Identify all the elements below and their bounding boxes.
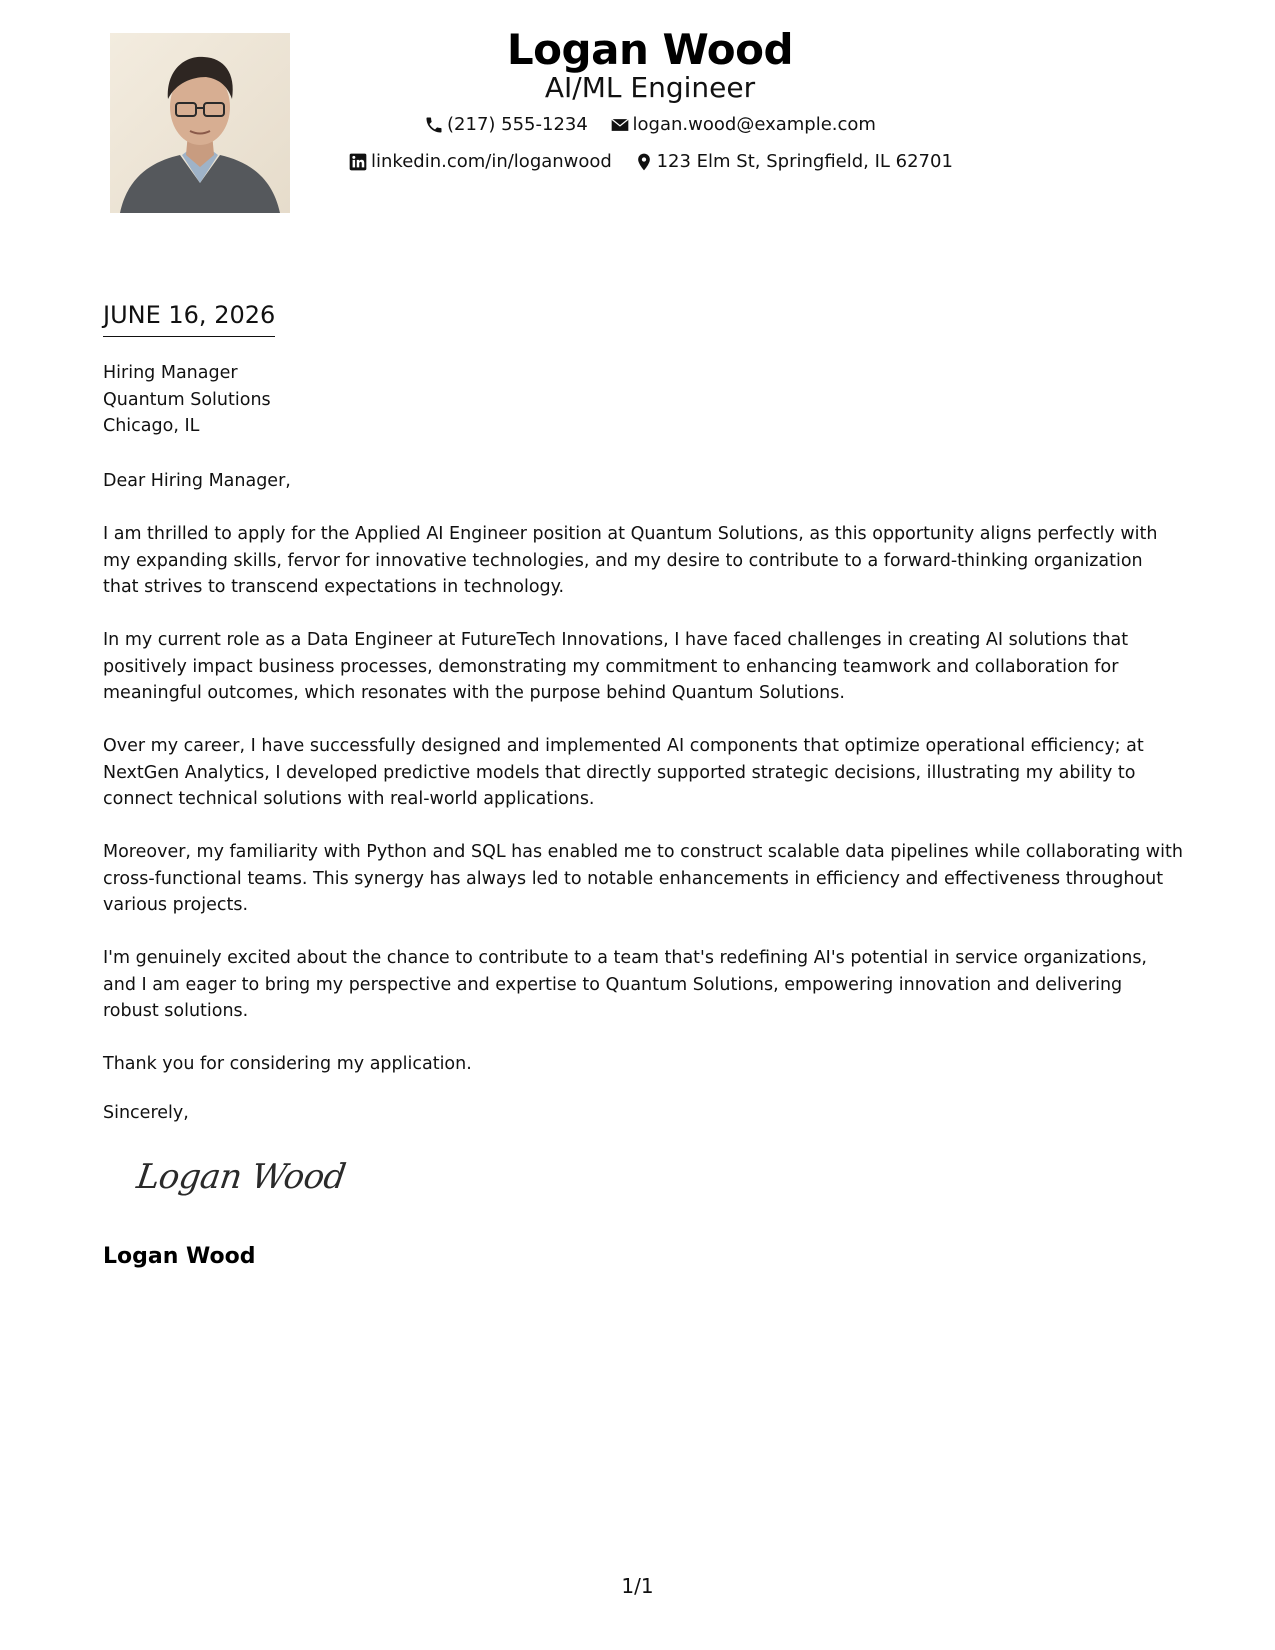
recipient-name: Hiring Manager bbox=[103, 363, 238, 383]
linkedin-text: linkedin.com/in/loganwood bbox=[371, 151, 612, 172]
address-contact bbox=[634, 150, 953, 174]
linkedin-contact[interactable] bbox=[348, 150, 612, 174]
salutation: Dear Hiring Manager, bbox=[103, 471, 291, 491]
letter-date: JUNE 16, 2026 bbox=[103, 300, 275, 337]
address-text: 123 Elm St, Springfield, IL 62701 bbox=[656, 151, 953, 172]
recipient-block bbox=[103, 360, 271, 440]
paragraph: Moreover, my familiarity with Python and SQL has enabled me to construct scalable data pipelines while collaborating with cross-functional teams. This synergy has always led to notable enhancements in efficiency and effectiveness throughout various projects. bbox=[103, 842, 1183, 915]
signed-name: Logan Wood bbox=[103, 1244, 256, 1269]
contact-row bbox=[340, 113, 960, 142]
envelope-icon bbox=[610, 115, 630, 135]
letter-body bbox=[103, 468, 1183, 1104]
profile-photo bbox=[110, 33, 290, 213]
phone-contact[interactable] bbox=[424, 113, 588, 137]
paragraph: Over my career, I have successfully designed and implemented AI components that optimize operational efficiency; at NextGen Analytics, I developed predictive models that directly supported strategic decisions, illustrating my ability to connect technical solutions with real-world applications. bbox=[103, 736, 1144, 809]
map-pin-icon bbox=[634, 152, 654, 172]
phone-text: (217) 555-1234 bbox=[447, 114, 588, 135]
email-contact[interactable] bbox=[610, 113, 876, 137]
paragraph: I'm genuinely excited about the chance to contribute to a team that's redefining AI's potential in service organizations, and I am eager to bring my perspective and expertise to Quantum Solutions, empowering innovation and delivering robust solutions. bbox=[103, 948, 1147, 1021]
handwritten-signature: Logan Wood bbox=[134, 1157, 348, 1197]
phone-icon bbox=[424, 115, 444, 135]
applicant-name: Logan Wood bbox=[506, 25, 794, 74]
paragraph: I am thrilled to apply for the Applied AI Engineer position at Quantum Solutions, as this opportunity aligns perfectly with my expanding skills, fervor for innovative technologies, and my desire to contribute to a forward-thinking organization that strives to transcend expectations in technology. bbox=[103, 524, 1158, 597]
linkedin-icon bbox=[348, 152, 368, 172]
paragraph: Thank you for considering my application. bbox=[103, 1054, 472, 1074]
header bbox=[340, 24, 960, 179]
recipient-location: Chicago, IL bbox=[103, 416, 200, 436]
applicant-title: AI/ML Engineer bbox=[544, 71, 756, 104]
email-text: logan.wood@example.com bbox=[632, 114, 876, 135]
contact-row bbox=[340, 150, 960, 179]
valediction: Sincerely, bbox=[103, 1103, 189, 1123]
recipient-company: Quantum Solutions bbox=[103, 389, 271, 410]
paragraph: In my current role as a Data Engineer at FutureTech Innovations, I have faced challenges in creating AI solutions that positively impact business processes, demonstrating my commitment to enhancing teamwork and collaboration for meaningful outcomes, which resonates with the purpose behind Quantum Solutions. bbox=[103, 630, 1129, 703]
page-number: 1/1 bbox=[621, 1574, 654, 1598]
